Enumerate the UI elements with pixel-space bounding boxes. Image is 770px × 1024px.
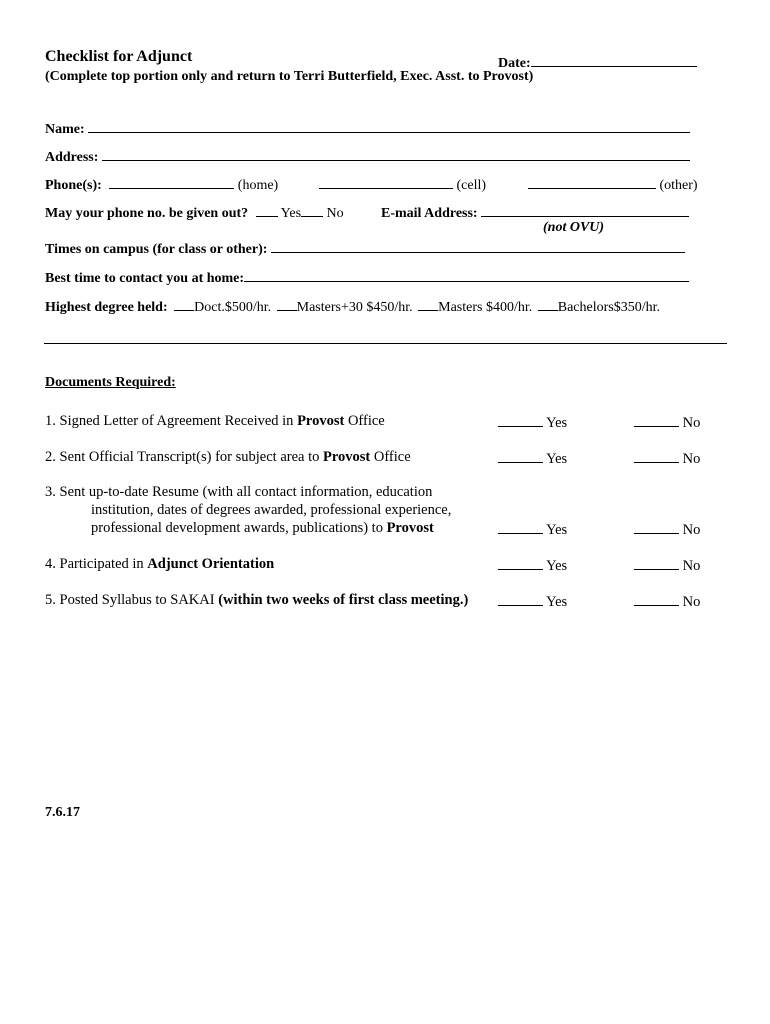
name-field[interactable] [45, 118, 690, 138]
doc-item-3-yes[interactable] [498, 519, 567, 539]
doc-item-4-no[interactable] [634, 555, 700, 575]
doc-item-3-text: professional development awards, publications) to [91, 520, 387, 536]
cell-phone-field [319, 174, 486, 194]
doc-item-2-no-label: No [682, 451, 701, 467]
times-field[interactable] [45, 238, 685, 258]
doc-item-2 [45, 448, 411, 466]
degree-masters30: Masters+30 $450/hr. [296, 300, 413, 315]
doc-item-1-text: 1. Signed Letter of Agreement Received in [45, 413, 298, 429]
doc-item-5-text: 5. Posted Syllabus to SAKAI [45, 592, 219, 608]
address-field[interactable] [45, 146, 690, 166]
doc-item-3-line3 [91, 519, 434, 537]
doc-item-1 [45, 412, 385, 430]
other-phone-line[interactable] [528, 174, 656, 189]
address-label: Address: [45, 150, 99, 165]
best-time-line[interactable] [244, 267, 689, 282]
date-line[interactable] [531, 52, 697, 67]
doc-item-1-yes-label: Yes [546, 415, 568, 431]
degree-bachelors-line[interactable] [538, 296, 558, 311]
doc-item-3-line2: institution, dates of degrees awarded, professional experience, [91, 502, 452, 518]
email-line[interactable] [481, 202, 689, 217]
doc-item-2-text: 2. Sent Official Transcript(s) for subject area to [45, 449, 323, 465]
doc-item-5 [45, 591, 468, 609]
phone-yes-line[interactable] [256, 202, 278, 217]
doc-item-4-yes-line[interactable] [498, 555, 543, 570]
doc-item-5-bold: (within two weeks of first class meeting.) [218, 592, 469, 608]
degree-masters30-line[interactable] [277, 296, 297, 311]
name-line[interactable] [88, 118, 690, 133]
doc-item-4-no-label: No [682, 558, 701, 574]
phone-yes-label: Yes [280, 206, 302, 221]
address-line[interactable] [102, 146, 690, 161]
home-phone-line[interactable] [109, 174, 234, 189]
doc-item-2-no-line[interactable] [634, 448, 679, 463]
times-line[interactable] [271, 238, 685, 253]
doc-item-2-suffix: Office [370, 449, 411, 465]
phones-label: Phone(s): [45, 178, 102, 193]
degree-doct-line[interactable] [174, 296, 194, 311]
doc-item-3-no-line[interactable] [634, 519, 679, 534]
doc-item-5-yes[interactable] [498, 591, 567, 611]
degree-label: Highest degree held: [45, 300, 168, 315]
doc-item-2-bold: Provost [323, 449, 371, 465]
other-label: (other) [659, 178, 698, 193]
doc-item-3-yes-line[interactable] [498, 519, 543, 534]
degree-masters: Masters $400/hr. [438, 300, 533, 315]
doc-item-5-no-label: No [682, 594, 701, 610]
version-number: 7.6.17 [45, 805, 80, 820]
best-time-field[interactable] [45, 267, 689, 287]
name-label: Name: [45, 122, 85, 137]
phone-no-line[interactable] [301, 202, 323, 217]
doc-item-4 [45, 555, 274, 573]
degree-masters-line[interactable] [418, 296, 438, 311]
date-label: Date: [498, 56, 531, 71]
email-field[interactable] [381, 202, 689, 222]
email-label: E-mail Address: [381, 206, 478, 221]
cell-phone-line[interactable] [319, 174, 453, 189]
degree-bachelors: Bachelors$350/hr. [557, 300, 660, 315]
doc-item-1-bold: Provost [297, 413, 345, 429]
doc-item-5-yes-line[interactable] [498, 591, 543, 606]
doc-item-1-yes-line[interactable] [498, 412, 543, 427]
instruction-text: (Complete top portion only and return to Terri Butterfield, Exec. Asst. to Provost) [45, 69, 534, 84]
doc-item-5-yes-label: Yes [546, 594, 568, 610]
doc-item-2-yes-label: Yes [546, 451, 568, 467]
doc-item-1-no-line[interactable] [634, 412, 679, 427]
section-divider [44, 343, 727, 344]
doc-item-3-no[interactable] [634, 519, 700, 539]
doc-item-3-line1: 3. Sent up-to-date Resume (with all contact information, education [45, 484, 433, 500]
doc-item-2-yes-line[interactable] [498, 448, 543, 463]
times-label: Times on campus (for class or other): [45, 242, 268, 257]
home-label: (home) [237, 178, 279, 193]
doc-item-2-yes[interactable] [498, 448, 567, 468]
doc-item-4-yes[interactable] [498, 555, 567, 575]
doc-item-1-no-label: No [682, 415, 701, 431]
doc-item-5-no-line[interactable] [634, 591, 679, 606]
doc-item-5-no[interactable] [634, 591, 700, 611]
doc-item-1-yes[interactable] [498, 412, 567, 432]
other-phone-field [528, 174, 698, 194]
phone-row [45, 174, 278, 194]
phone-no-label: No [326, 206, 344, 221]
doc-item-3-bold: Provost [386, 520, 434, 536]
doc-item-1-suffix: Office [344, 413, 385, 429]
doc-item-4-yes-label: Yes [546, 558, 568, 574]
form-title: Checklist for Adjunct [45, 48, 193, 65]
doc-item-4-no-line[interactable] [634, 555, 679, 570]
not-ovu-note: (not OVU) [543, 220, 605, 235]
phone-given-label: May your phone no. be given out? [45, 206, 249, 221]
degree-doct: Doct.$500/hr. [194, 300, 272, 315]
best-time-label: Best time to contact you at home: [45, 271, 245, 286]
cell-label: (cell) [456, 178, 487, 193]
phone-consent-row [45, 202, 344, 222]
doc-item-2-no[interactable] [634, 448, 700, 468]
doc-item-3-no-label: No [682, 522, 701, 538]
doc-item-4-text: 4. Participated in [45, 556, 148, 572]
doc-item-1-no[interactable] [634, 412, 700, 432]
degree-row [45, 296, 660, 316]
documents-heading: Documents Required: [45, 375, 176, 390]
doc-item-4-bold: Adjunct Orientation [147, 556, 275, 572]
doc-item-3-yes-label: Yes [546, 522, 568, 538]
